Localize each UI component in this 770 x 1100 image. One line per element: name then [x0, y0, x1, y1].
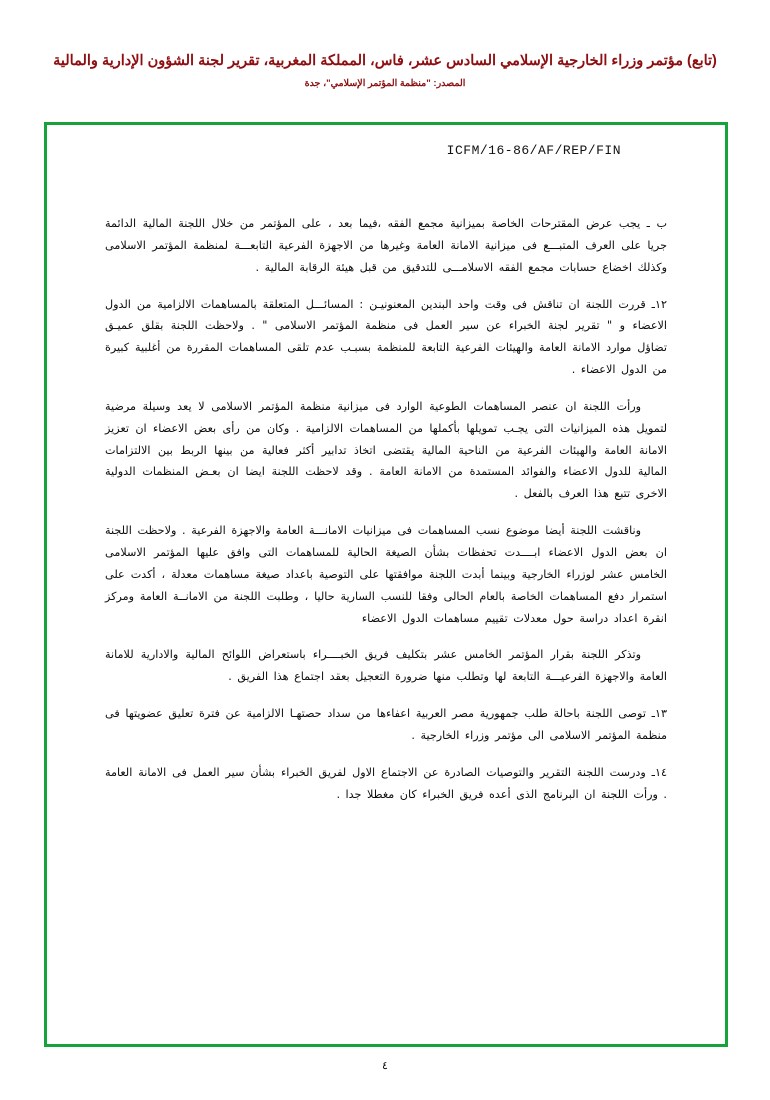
paragraph: ورأت اللجنة ان عنصر المساهمات الطوعية الوارد فى ميزانية منظمة المؤتمر الاسلامى لا يعد وسيلة مرضية لتمويل هذه الميزانيات التى يجـب تمويلها بأكملها من المساهمات الالزامية . وكان من رأى بعض الاعضاء ان تعزيز الامانة العامة والهيئات الفرعية من الناحية المالية يقتضى اتخاذ تدابير أكثر فعالية من بينها الربط بين الالتزامات المالية للدول الاعضاء والفوائد المستمدة من الامانة العامة . وقد لاحظت اللجنة ايضا ان بعـض المنظمات الدولية الاخرى تتبع هذا العرف بالفعل . [105, 399, 667, 501]
source-line: المصدر: "منظمة المؤتمر الإسلامي"، جدة [304, 77, 466, 89]
paragraph: ١٣ـ توصى اللجنة باحالة طلب جمهورية مصر العربية اعفاءها من سداد حصتهـا الالزامية عن فترة تعليق عضويتها فى منظمة المؤتمر الاسلامى الى مؤتمر وزراء الخارجية . [105, 707, 667, 742]
paragraph: ١٢ـ قررت اللجنة ان تناقش فى وقت واحد البندين المعنونيـن : المسائـــل المتعلقة بالمساهمات الالزامية من الدول الاعضاء و " تقرير لجنة الخبراء عن سير العمل فى منظمة المؤتمر الاسلامى " . ولاحظت اللجنة بقلق عميـق تضاؤل موارد الامانة العامة والهيئات الفرعية التابعة للمنظمة بسبـب عدم تلقى المساهمات المقررة من أغلبية كبيرة من الدول الاعضاء . [105, 297, 667, 377]
page-number: ٤ [382, 1060, 388, 1072]
paragraph: وتذكر اللجنة بقرار المؤتمر الخامس عشر بتكليف فريق الخبــــراء باستعراض اللوائح المالية والادارية للامانة العامة والاجهزة الفرعيـــة التابعة لها وتطلب منها ضرورة التعجيل بعقد اجتماع هذا الفريق . [105, 648, 667, 684]
paragraph: ب ـ يجب عرض المقترحات الخاصة بميزانية مجمع الفقه ،فيما بعد ، على المؤتمر من خلال اللجنة المالية الدائمة جريا على العرف المتبـــع فى ميزانية الامانة العامة وغيرها من الاجهزة الفرعية التابعـــة لمنظمة المؤتمر الاسلامى وكذلك اخضاع حسابات مجمع الفقه الاسلامـــى للتدقيق من قبل هيئة الرقابة المالية . [105, 217, 667, 274]
page-title: (تابع) مؤتمر وزراء الخارجية الإسلامي السادس عشر، فاس، المملكة المغربية، تقرير لجنة الشؤون الإدارية والمالية [53, 53, 717, 69]
document-header [0, 52, 770, 89]
paragraph: ١٤ـ ودرست اللجنة التقرير والتوصيات الصادرة عن الاجتماع الاول لفريق الخبراء بشأن سير العمل فى الامانة العامة . ورأت اللجنة ان البرنامج الذى أعده فريق الخبراء كان مغطلا جدا . [105, 765, 667, 801]
document-code: ICFM/16-86/AF/REP/FIN [446, 143, 621, 158]
paragraph: وناقشت اللجنة أيضا موضوع نسب المساهمات فى ميزانيات الامانـــة العامة والاجهزة الفرعية . ولاحظت اللجنة ان بعض الدول الاعضاء ابــــدت تحفظات بشأن الصيغة الحالية للمساهمات التى وافق عليها المؤتمر الاسلامى الخامس عشر لوزراء الخارجية وبينما أبدت اللجنة موافقتها على التوصية باعداد صيغة مساهمات معدلة ، أكدت على استمرار دفع المساهمات الخاصة بالعام الحالى وفقا للنسب السارية حاليا ، وطلبت اللجنة من الامانــة العامة ومركز انقرة اعداد دراسة حول معدلات تقييم مساهمات الدول الاعضاء [105, 524, 667, 625]
document-body [105, 213, 667, 820]
document-frame [44, 122, 728, 1047]
